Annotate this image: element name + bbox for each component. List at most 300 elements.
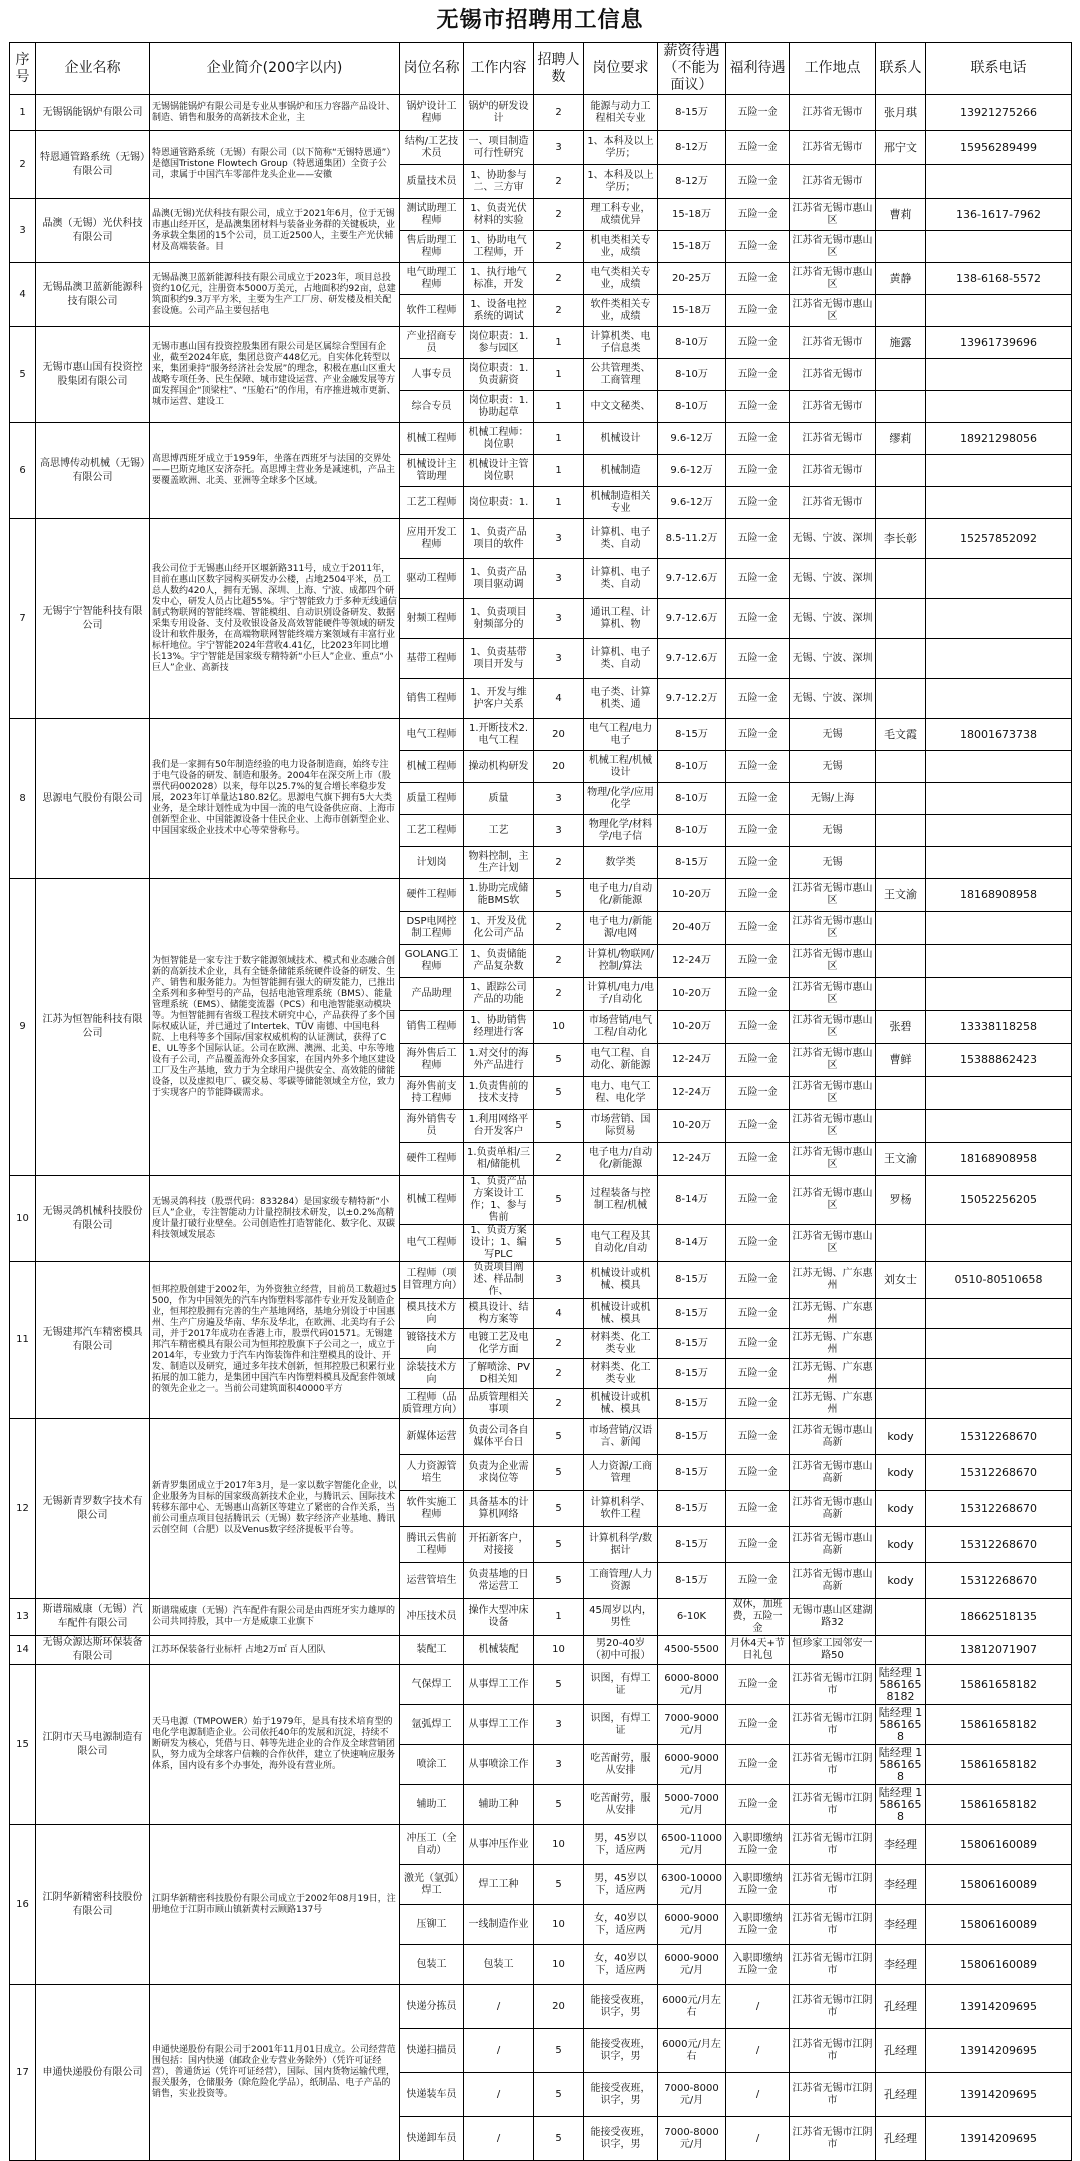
job-title: DSP电网控制工程师	[400, 912, 464, 945]
job-title: 海外售前支持工程师	[400, 1077, 464, 1110]
contact-person: 孔经理	[876, 1985, 926, 2029]
hire-count: 5	[534, 1419, 584, 1455]
job-title: 新媒体运营	[400, 1419, 464, 1455]
benefit: 五险一金	[726, 423, 790, 455]
benefit: 五险一金	[726, 1143, 790, 1176]
benefit: /	[726, 2029, 790, 2073]
job-content: 1、协助参与二、三方审	[464, 165, 534, 199]
contact-person: kody	[876, 1563, 926, 1599]
contact-person: kody	[876, 1419, 926, 1455]
benefit: 五险一金	[726, 599, 790, 639]
contact-person: kody	[876, 1491, 926, 1527]
hire-count: 20	[534, 719, 584, 751]
work-location: 无锡	[790, 815, 876, 847]
salary: 7000-9000元/月	[658, 1705, 726, 1745]
work-location: 江苏省无锡市惠山区	[790, 1077, 876, 1110]
benefit: 五险一金	[726, 1110, 790, 1143]
salary: 12-24万	[658, 1143, 726, 1176]
job-content: 岗位职责：1.负责薪资	[464, 359, 534, 391]
work-location: 江苏省无锡市	[790, 391, 876, 423]
contact-person	[876, 1329, 926, 1359]
work-location: 江苏省无锡市惠山高新	[790, 1527, 876, 1563]
row-number: 3	[10, 199, 36, 263]
job-title: 海外售后工程师	[400, 1044, 464, 1077]
work-location: 江苏省无锡市	[790, 359, 876, 391]
contact-phone: 15388862423	[926, 1044, 1072, 1077]
work-location: 江苏省无锡市惠山区	[790, 945, 876, 978]
company-name: 无锡众源达斯环保装备有限公司	[36, 1636, 150, 1665]
hire-count: 5	[534, 879, 584, 912]
job-content: 质量	[464, 783, 534, 815]
job-requirement: 能接受夜班，识字，男	[584, 2117, 658, 2161]
job-requirement: 计算机、电子类、自动	[584, 639, 658, 679]
benefit: 五险一金	[726, 639, 790, 679]
salary: 8-15万	[658, 1389, 726, 1419]
hire-count: 2	[534, 263, 584, 295]
work-location: 江苏省无锡市	[790, 423, 876, 455]
job-title: 工艺工程师	[400, 487, 464, 519]
job-requirement: 人力资源/工商管理	[584, 1455, 658, 1491]
salary: 6000-9000元/月	[658, 1745, 726, 1785]
job-content: 1.负责售前的技术支持	[464, 1077, 534, 1110]
job-requirement: 通讯工程、计算机、物	[584, 599, 658, 639]
company-intro: 江阴华新精密科技股份有限公司成立于2002年08月19日，注册地位于江阴市顾山镇新黄村云顾路137号	[150, 1825, 400, 1985]
hire-count: 5	[534, 1665, 584, 1705]
company-intro: 为恒智能是一家专注于数字能源领域技术、模式和业态融合创新的高新技术企业，具有全链条储能系统硬件设备的研发、生产、销售和服务能力。为恒智能拥有强大的研发能力，已推出全系列和多种型号的产品，包括电池管理系统（BMS）、能量管理系统（EMS）、储能变流器（PCS）和电池智能驱动模块等。为恒智能拥有省级工程技术研究中心，产品获得了多个国际权威认证，并已通过了Intertek、TÜV 南德、中国电科院、上电科等多个国际/国家权威机构的认证测试，获得了CE、UL等多个国际认证。公司在欧洲、澳洲、北美、中东等地设有子公司，产品覆盖海外众多国家，在国内外多个地区建设工厂及生产基地，致力于为全球用户提供安全、高效能的储能设备，以及虚拟电厂、碳交易、零碳等储能领域全方位，致力于实现客户的节能降碳需求。	[150, 879, 400, 1176]
contact-person	[876, 359, 926, 391]
job-requirement: 理工科专业，成绩优异	[584, 199, 658, 231]
hire-count: 1	[534, 327, 584, 359]
salary: 9.7-12.6万	[658, 639, 726, 679]
benefit: 五险一金	[726, 1705, 790, 1745]
hire-count: 2	[534, 199, 584, 231]
row-number: 14	[10, 1636, 36, 1665]
job-title: GOLANG工程师	[400, 945, 464, 978]
hire-count: 3	[534, 783, 584, 815]
benefit: 五险一金	[726, 165, 790, 199]
job-requirement: 过程装备与控制工程/机械	[584, 1176, 658, 1225]
benefit: 五险一金	[726, 945, 790, 978]
job-title: 装配工	[400, 1636, 464, 1665]
row-number: 9	[10, 879, 36, 1176]
job-title: 快递分拣员	[400, 1985, 464, 2029]
header-benefit: 福利待遇	[726, 43, 790, 95]
contact-person: kody	[876, 1527, 926, 1563]
salary: 8-12万	[658, 131, 726, 165]
contact-person	[876, 1359, 926, 1389]
contact-person	[876, 231, 926, 263]
benefit: 五险一金	[726, 912, 790, 945]
contact-person	[876, 679, 926, 719]
hire-count: 5	[534, 1563, 584, 1599]
contact-phone	[926, 599, 1072, 639]
hire-count: 5	[534, 2073, 584, 2117]
work-location: 江苏无锡、广东惠州	[790, 1262, 876, 1299]
table-row	[10, 263, 1072, 295]
job-requirement: 材料类、化工类专业	[584, 1329, 658, 1359]
hire-count: 1	[534, 359, 584, 391]
salary: 6-10K	[658, 1599, 726, 1636]
salary: 8-15万	[658, 1563, 726, 1599]
job-title: 涂装技术方向	[400, 1359, 464, 1389]
hire-count: 5	[534, 2117, 584, 2161]
salary: 8-15万	[658, 1419, 726, 1455]
hire-count: 2	[534, 95, 584, 131]
work-location: 江苏省无锡市惠山区	[790, 1011, 876, 1044]
contact-person	[876, 978, 926, 1011]
job-content: /	[464, 2029, 534, 2073]
job-title: 电气工程师	[400, 1225, 464, 1262]
work-location: 江苏省无锡市惠山区	[790, 1110, 876, 1143]
hire-count: 5	[534, 1865, 584, 1905]
contact-person	[876, 455, 926, 487]
job-content: 负责为企业需求岗位等	[464, 1455, 534, 1491]
company-intro: 无锡锅能锅炉有限公司是专业从事锅炉和压力容器产品设计、制造、销售和服务的高新技术企业，主	[150, 95, 400, 131]
benefit: 五险一金	[726, 1455, 790, 1491]
job-requirement: 计算机、电子类、自动	[584, 559, 658, 599]
salary: 8-10万	[658, 359, 726, 391]
job-title: 冲压工（全自动）	[400, 1825, 464, 1865]
contact-person: 邢宁文	[876, 131, 926, 165]
hire-count: 2	[534, 912, 584, 945]
job-title: 运营管培生	[400, 1563, 464, 1599]
work-location: 江苏省无锡市江阴市	[790, 1705, 876, 1745]
benefit: 五险一金	[726, 1491, 790, 1527]
table-row	[10, 1665, 1072, 1705]
company-name: 无锡建邦汽车精密模具有限公司	[36, 1262, 150, 1419]
salary: 8-10万	[658, 815, 726, 847]
salary: 12-24万	[658, 1044, 726, 1077]
work-location: 恒珍家工园邻安一路50	[790, 1636, 876, 1665]
contact-phone: 15861658182	[926, 1705, 1072, 1745]
work-location: 江苏省无锡市江阴市	[790, 2029, 876, 2073]
job-content: 1.利用网络平台开发客户	[464, 1110, 534, 1143]
company-intro: 高思博西班牙成立于1959年，坐落在西班牙与法国的交界处——巴斯克地区安济奈托。高思博主营业务是减速机，产品主要覆盖欧洲、北美、亚洲等全球多个区域。	[150, 423, 400, 519]
benefit: 五险一金	[726, 679, 790, 719]
salary: 10-20万	[658, 1011, 726, 1044]
contact-phone	[926, 978, 1072, 1011]
table-row	[10, 1262, 1072, 1299]
benefit: 五险一金	[726, 295, 790, 327]
job-content: 辅助工种	[464, 1785, 534, 1825]
job-requirement: 材料类、化工类专业	[584, 1359, 658, 1389]
table-row	[10, 1825, 1072, 1865]
contact-phone: 13812071907	[926, 1636, 1072, 1665]
contact-phone: 18168908958	[926, 1143, 1072, 1176]
hire-count: 10	[534, 1825, 584, 1865]
hire-count: 1	[534, 423, 584, 455]
benefit: 五险一金	[726, 1044, 790, 1077]
salary: 10-20万	[658, 1110, 726, 1143]
hire-count: 3	[534, 1745, 584, 1785]
job-title: 锅炉设计工程师	[400, 95, 464, 131]
job-content: 从事焊工工作	[464, 1665, 534, 1705]
row-number: 5	[10, 327, 36, 423]
benefit: 五险一金	[726, 1011, 790, 1044]
work-location: 江苏无锡、广东惠州	[790, 1389, 876, 1419]
salary: 8-10万	[658, 327, 726, 359]
job-content: 工艺	[464, 815, 534, 847]
job-requirement: 物理化学/材料学/电子信	[584, 815, 658, 847]
job-content: 1、负责储能产品复杂数	[464, 945, 534, 978]
contact-phone: 18921298056	[926, 423, 1072, 455]
company-name: 江阴华新精密科技股份有限公司	[36, 1825, 150, 1985]
hire-count: 3	[534, 519, 584, 559]
benefit: 五险一金	[726, 1176, 790, 1225]
hire-count: 3	[534, 559, 584, 599]
job-title: 软件工程师	[400, 295, 464, 327]
job-requirement: 识图，有焊工证	[584, 1665, 658, 1705]
salary: 6000-8000元/月	[658, 1665, 726, 1705]
contact-person	[876, 599, 926, 639]
job-content: 1、负责光伏材料的实验	[464, 199, 534, 231]
contact-phone: 18001673738	[926, 719, 1072, 751]
hire-count: 5	[534, 1785, 584, 1825]
row-number: 12	[10, 1419, 36, 1599]
contact-phone: 18168908958	[926, 879, 1072, 912]
job-requirement: 电气工程及其自动化/自动	[584, 1225, 658, 1262]
benefit: 五险一金	[726, 879, 790, 912]
benefit: 五险一金	[726, 519, 790, 559]
contact-person: 李长彰	[876, 519, 926, 559]
salary: 8-15万	[658, 1262, 726, 1299]
job-title: 腾讯云售前工程师	[400, 1527, 464, 1563]
salary: 8-15万	[658, 1527, 726, 1563]
company-name: 高思博传动机械（无锡）有限公司	[36, 423, 150, 519]
company-intro: 我们是一家拥有50年制造经验的电力设备制造商，始终专注于电气设备的研发、制造和服务。2004年在深交所上市（股票代码002028）以来，每年以25.7%的复合增长率稳步发展，2023年订单量达180.82亿。思源电气旗下拥有5大大类业务，是全球计划性成为中国一流的电气设备供应商、上海市创新型企业、中国能源设备十佳民企业、上海市创新型企业、中国国家级企业技术中心等荣誉称号。	[150, 719, 400, 879]
company-intro: 申通快递股份有限公司于2001年11月01日成立。公司经营范围包括：国内快递（邮政企业专营业务除外）（凭许可证经营），普通货运（凭许可证经营），国际、国内货物运输代理，报关服务，仓储服务（除危险化学品），纸制品、电子产品的销售，实业投资等。	[150, 1985, 400, 2161]
job-requirement: 机械设计或机械、模具	[584, 1389, 658, 1419]
contact-phone: 13338118258	[926, 1011, 1072, 1044]
job-requirement: 机械设计	[584, 423, 658, 455]
job-content: 电镀工艺及电化学方面	[464, 1329, 534, 1359]
header-intro: 企业简介(200字以内)	[150, 43, 400, 95]
job-requirement: 机电类相关专业，成绩	[584, 231, 658, 263]
benefit: 五险一金	[726, 1225, 790, 1262]
salary: 8-15万	[658, 1299, 726, 1329]
benefit: 五险一金	[726, 1299, 790, 1329]
salary: 9.6-12万	[658, 455, 726, 487]
hire-count: 5	[534, 1044, 584, 1077]
job-content: 岗位职责：1.协助起草	[464, 391, 534, 423]
row-number: 17	[10, 1985, 36, 2161]
work-location: 江苏省无锡市江阴市	[790, 1865, 876, 1905]
work-location: 江苏省无锡市江阴市	[790, 1665, 876, 1705]
benefit: 五险一金	[726, 559, 790, 599]
benefit: 五险一金	[726, 1527, 790, 1563]
job-requirement: 电力、电气工程、电化学	[584, 1077, 658, 1110]
job-title: 产品助理	[400, 978, 464, 1011]
benefit: 五险一金	[726, 455, 790, 487]
salary: 8-12万	[658, 165, 726, 199]
job-requirement: 电子电力/新能源/电网	[584, 912, 658, 945]
contact-person: 陆经理 15861658	[876, 1705, 926, 1745]
contact-person	[876, 815, 926, 847]
salary: 8-15万	[658, 95, 726, 131]
work-location: 江苏省无锡市江阴市	[790, 1905, 876, 1945]
job-content: 机械工程师：岗位职	[464, 423, 534, 455]
benefit: 入职即缴纳五险一金	[726, 1945, 790, 1985]
job-content: 负责基地的日常运营工	[464, 1563, 534, 1599]
job-content: 1.负责单相/三相/储能机	[464, 1143, 534, 1176]
benefit: 五险一金	[726, 1785, 790, 1825]
table-row	[10, 879, 1072, 912]
contact-person	[876, 1389, 926, 1419]
contact-phone	[926, 1110, 1072, 1143]
benefit: 五险一金	[726, 487, 790, 519]
job-requirement: 女，40岁以下，适应两	[584, 1945, 658, 1985]
contact-person: 陆经理 15861658	[876, 1745, 926, 1785]
work-location: 江苏省无锡市江阴市	[790, 1745, 876, 1785]
job-content: 包装工	[464, 1945, 534, 1985]
work-location: 江苏省无锡市江阴市	[790, 1945, 876, 1985]
benefit: /	[726, 2117, 790, 2161]
benefit: 五险一金	[726, 978, 790, 1011]
job-requirement: 机械制造相关专业	[584, 487, 658, 519]
contact-person	[876, 783, 926, 815]
salary: 8.5-11.2万	[658, 519, 726, 559]
hire-count: 4	[534, 679, 584, 719]
hire-count: 10	[534, 1945, 584, 1985]
work-location: 江苏无锡、广东惠州	[790, 1329, 876, 1359]
job-content: 1、负责项目射频部分的	[464, 599, 534, 639]
company-intro: 特恩通管路系统（无锡）有限公司（以下简称“无锡特恩通”）是德国Tristone Flowtech Group（特恩通集团）全资子公司，隶属于中国汽车零部件龙头企业——安徽	[150, 131, 400, 199]
job-title: 氩弧焊工	[400, 1705, 464, 1745]
hire-count: 2	[534, 1389, 584, 1419]
job-requirement: 电气工程、自动化、新能源	[584, 1044, 658, 1077]
job-requirement: 能接受夜班，识字，男	[584, 2029, 658, 2073]
salary: 15-18万	[658, 199, 726, 231]
job-content: 模具设计、结构方案等	[464, 1299, 534, 1329]
header-phone: 联系电话	[926, 43, 1072, 95]
work-location: 江苏省无锡市	[790, 165, 876, 199]
job-requirement: 机械设计或机械、模具	[584, 1299, 658, 1329]
contact-person	[876, 165, 926, 199]
hire-count: 3	[534, 131, 584, 165]
work-location: 江苏省无锡市江阴市	[790, 1985, 876, 2029]
hire-count: 3	[534, 639, 584, 679]
work-location: 江苏省无锡市	[790, 95, 876, 131]
job-title: 综合专员	[400, 391, 464, 423]
job-content: 1、负责产品项目的软件	[464, 519, 534, 559]
job-requirement: 数学类	[584, 847, 658, 879]
row-number: 16	[10, 1825, 36, 1985]
header-salary: 薪资待遇（不能为面议）	[658, 43, 726, 95]
contact-phone	[926, 559, 1072, 599]
job-content: 操动机构研发	[464, 751, 534, 783]
job-title: 压铆工	[400, 1905, 464, 1945]
salary: 12-24万	[658, 1077, 726, 1110]
contact-phone: 15806160089	[926, 1945, 1072, 1985]
contact-phone: 15956289499	[926, 131, 1072, 165]
contact-person	[876, 295, 926, 327]
contact-person: 张月琪	[876, 95, 926, 131]
work-location: 江苏省无锡市江阴市	[790, 1825, 876, 1865]
job-title: 激光（氩弧）焊工	[400, 1865, 464, 1905]
salary: 9.7-12.6万	[658, 599, 726, 639]
job-content: 1、开发与维护客户关系	[464, 679, 534, 719]
job-content: 机械装配	[464, 1636, 534, 1665]
contact-phone: 15312268670	[926, 1563, 1072, 1599]
benefit: 五险一金	[726, 1389, 790, 1419]
work-location: 无锡、宁波、深圳	[790, 519, 876, 559]
job-content: 1、负责方案设计；1、编写PLC	[464, 1225, 534, 1262]
contact-phone	[926, 847, 1072, 879]
job-content: 从事喷涂工作	[464, 1745, 534, 1785]
contact-person	[876, 1636, 926, 1665]
contact-person: 毛文霞	[876, 719, 926, 751]
company-intro: 天马电源（TMPOWER）始于1979年，是具有技术培育型的电化学电源制造企业。公司依托40年的发展和沉淀，持续不断研发为核心，凭借与日、韩等先进企业的合作及全球营销团队，努力成为全球客户信赖的合作伙伴，建立了快速响应服务体系，国内设有多个办事处，海外设有营业所。	[150, 1665, 400, 1825]
contact-person	[876, 1599, 926, 1636]
benefit: 五险一金	[726, 751, 790, 783]
job-title: 工程师（项目管理方向）	[400, 1262, 464, 1299]
contact-phone: 13914209695	[926, 2029, 1072, 2073]
job-title: 电气助理工程师	[400, 263, 464, 295]
job-content: 从事冲压作业	[464, 1825, 534, 1865]
job-content: 具备基本的计算机网络	[464, 1491, 534, 1527]
contact-person: 曹鲜	[876, 1044, 926, 1077]
salary: 8-10万	[658, 391, 726, 423]
salary: 8-10万	[658, 783, 726, 815]
benefit: 五险一金	[726, 1665, 790, 1705]
work-location: 江苏省无锡市惠山区	[790, 1143, 876, 1176]
contact-phone: 136-1617-7962	[926, 199, 1072, 231]
header-num: 招聘人数	[534, 43, 584, 95]
job-content: 1、负责产品项目驱动调	[464, 559, 534, 599]
job-title: 包装工	[400, 1945, 464, 1985]
job-requirement: 计算机、电子类、自动	[584, 519, 658, 559]
benefit: 五险一金	[726, 1077, 790, 1110]
job-title: 工艺工程师	[400, 815, 464, 847]
work-location: 江苏省无锡市惠山区	[790, 295, 876, 327]
company-intro: 江苏环保装备行业标杆 占地2万㎡ 百人团队	[150, 1636, 400, 1665]
company-name: 思源电气股份有限公司	[36, 719, 150, 879]
benefit: 五险一金	[726, 263, 790, 295]
salary: 6000-9000元/月	[658, 1945, 726, 1985]
hire-count: 1	[534, 455, 584, 487]
benefit: 五险一金	[726, 783, 790, 815]
job-title: 硬件工程师	[400, 1143, 464, 1176]
contact-phone: 13914209695	[926, 1985, 1072, 2029]
benefit: 五险一金	[726, 327, 790, 359]
hire-count: 20	[534, 1985, 584, 2029]
benefit: 五险一金	[726, 95, 790, 131]
job-title: 结构/工艺技术员	[400, 131, 464, 165]
contact-person	[876, 847, 926, 879]
contact-phone: 15806160089	[926, 1825, 1072, 1865]
page-title: 无锡市招聘用工信息	[436, 8, 644, 33]
job-title: 销售工程师	[400, 1011, 464, 1044]
job-content: 1、执行地气标准，开发	[464, 263, 534, 295]
job-title: 快递装车员	[400, 2073, 464, 2117]
hire-count: 3	[534, 599, 584, 639]
hire-count: 2	[534, 295, 584, 327]
benefit: 入职即缴纳五险一金	[726, 1865, 790, 1905]
contact-phone	[926, 1329, 1072, 1359]
job-requirement: 1、本科及以上学历；	[584, 165, 658, 199]
salary: 8-15万	[658, 1359, 726, 1389]
salary: 12-24万	[658, 945, 726, 978]
work-location: 无锡	[790, 719, 876, 751]
job-title: 计划岗	[400, 847, 464, 879]
contact-person: 缪莉	[876, 423, 926, 455]
hire-count: 5	[534, 1527, 584, 1563]
contact-person: kody	[876, 1455, 926, 1491]
job-title: 质量技术员	[400, 165, 464, 199]
job-content: 岗位职责：1.参与园区	[464, 327, 534, 359]
job-title: 机械工程师	[400, 1176, 464, 1225]
hire-count: 3	[534, 1705, 584, 1745]
